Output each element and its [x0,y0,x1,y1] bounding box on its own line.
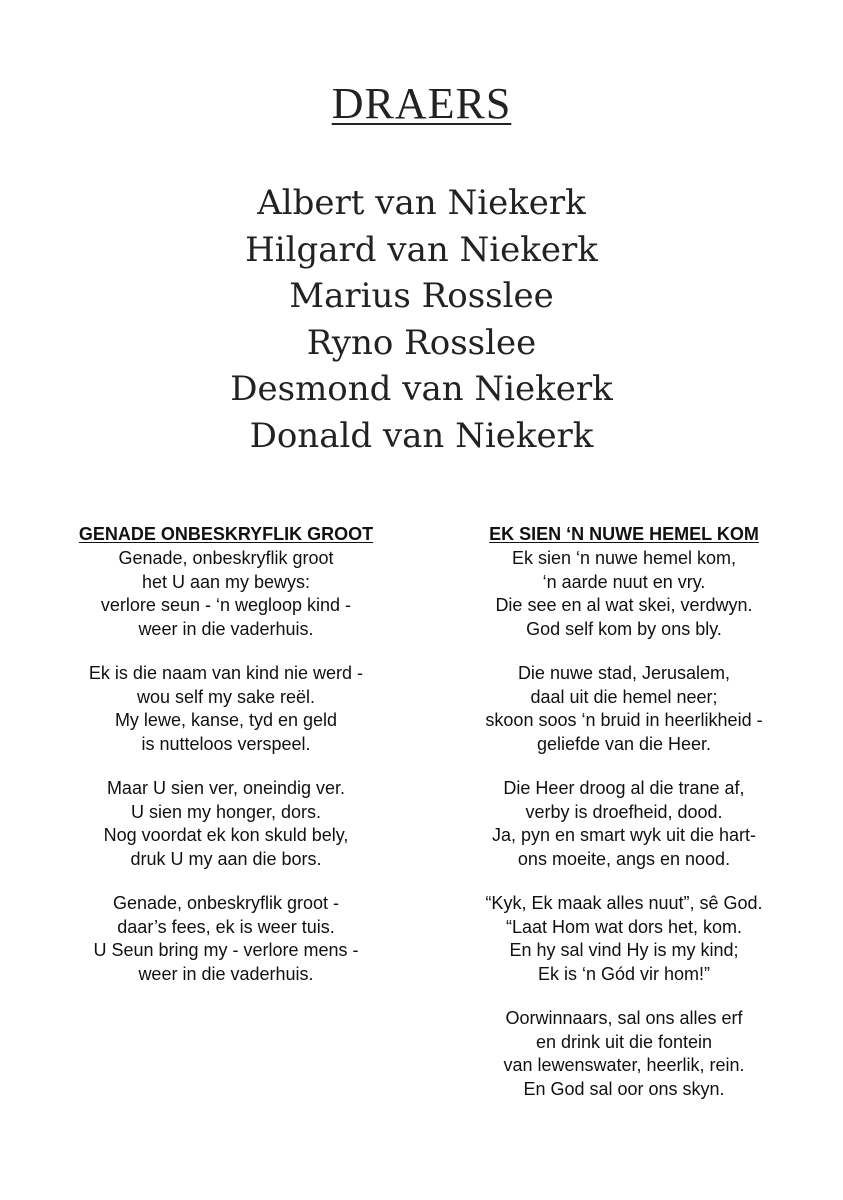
hymn-title: EK SIEN ‘N NUWE HEMEL KOM [489,524,759,544]
hymn-stanza [36,777,416,871]
hymn-stanza [36,892,416,986]
hymn-line: Ek is ‘n Gód vir hom!” [537,963,711,984]
hymn-line: ‘n aarde nuut en vry. [542,571,706,592]
bearer-name: Albert van Niekerk [257,183,586,223]
hymn-line: verlore seun - ‘n wegloop kind - [100,595,352,615]
hymn-line: U sien my honger, dors. [130,801,322,822]
hymn-line: en drink uit die fontein [535,1031,713,1052]
hymn-line: daar’s fees, ek is weer tuis. [117,916,335,937]
hymn-line: daal uit die hemel neer; [530,686,718,707]
hymn-line: Ek is die naam van kind nie werd - [88,663,364,683]
hymn-stanza [434,777,814,871]
hymn-right [434,521,814,1122]
hymn-line: weer in die vaderhuis. [138,963,314,984]
bearer-name: Desmond van Niekerk [230,369,613,409]
page-title-text: DRAERS [331,79,512,128]
hymn-line: Nog voordat ek kon skuld bely, [103,825,349,845]
hymn-line: En hy sal vind Hy is my kind; [509,940,739,960]
hymn-stanza [36,547,416,641]
hymn-line: wou self my sake reël. [136,686,316,707]
hymn-line: Die nuwe stad, Jerusalem, [517,663,731,683]
hymn-line: Die see en al wat skei, verdwyn. [495,595,753,615]
hymn-line: Oorwinnaars, sal ons alles erf [505,1008,743,1028]
bearer-name: Donald van Niekerk [249,415,594,456]
hymn-line: is nutteloos verspeel. [141,733,311,754]
hymn-stanza [434,662,814,756]
hymn-line: druk U my aan die bors. [130,848,322,869]
hymn-line: verby is droefheid, dood. [525,801,723,822]
hymn-line: Die Heer droog al die trane af, [503,778,745,798]
hymn-line: Genade, onbeskryflik groot [118,548,334,568]
hymn-line: ons moeite, angs en nood. [517,848,731,869]
bearers-list [0,180,843,459]
page-title [0,78,843,129]
bearer-name: Hilgard van Niekerk [245,229,598,270]
hymn-line: “Laat Hom wat dors het, kom. [505,916,743,937]
bearer-name: Ryno Rosslee [306,322,537,363]
hymn-line: U Seun bring my - verlore mens - [93,940,359,960]
hymn-line: Ja, pyn en smart wyk uit die hart- [491,825,757,845]
hymn-stanza [434,1007,814,1101]
hymn-line: God self kom by ons bly. [526,618,722,639]
hymn-line: En God sal oor ons skyn. [523,1078,725,1099]
hymn-line: weer in die vaderhuis. [138,618,314,639]
hymn-stanza [36,662,416,756]
bearer-name: Marius Rosslee [289,276,554,316]
hymn-line: My lewe, kanse, tyd en geld [114,710,338,730]
hymn-title: GENADE ONBESKRYFLIK GROOT [78,524,374,544]
hymn-line: het U aan my bewys: [141,571,311,592]
hymn-left [36,521,416,1007]
hymn-line: skoon soos ‘n bruid in heerlikheid - [485,710,763,730]
hymn-line: van lewenswater, heerlik, rein. [503,1055,745,1075]
hymn-stanza [434,892,814,986]
hymn-line: Genade, onbeskryflik groot - [112,893,340,913]
hymn-line: geliefde van die Heer. [536,733,712,754]
hymn-line: “Kyk, Ek maak alles nuut”, sê God. [485,893,763,913]
hymn-line: Maar U sien ver, oneindig ver. [106,778,346,798]
hymn-line: Ek sien ‘n nuwe hemel kom, [511,548,737,568]
hymn-stanza [434,547,814,641]
